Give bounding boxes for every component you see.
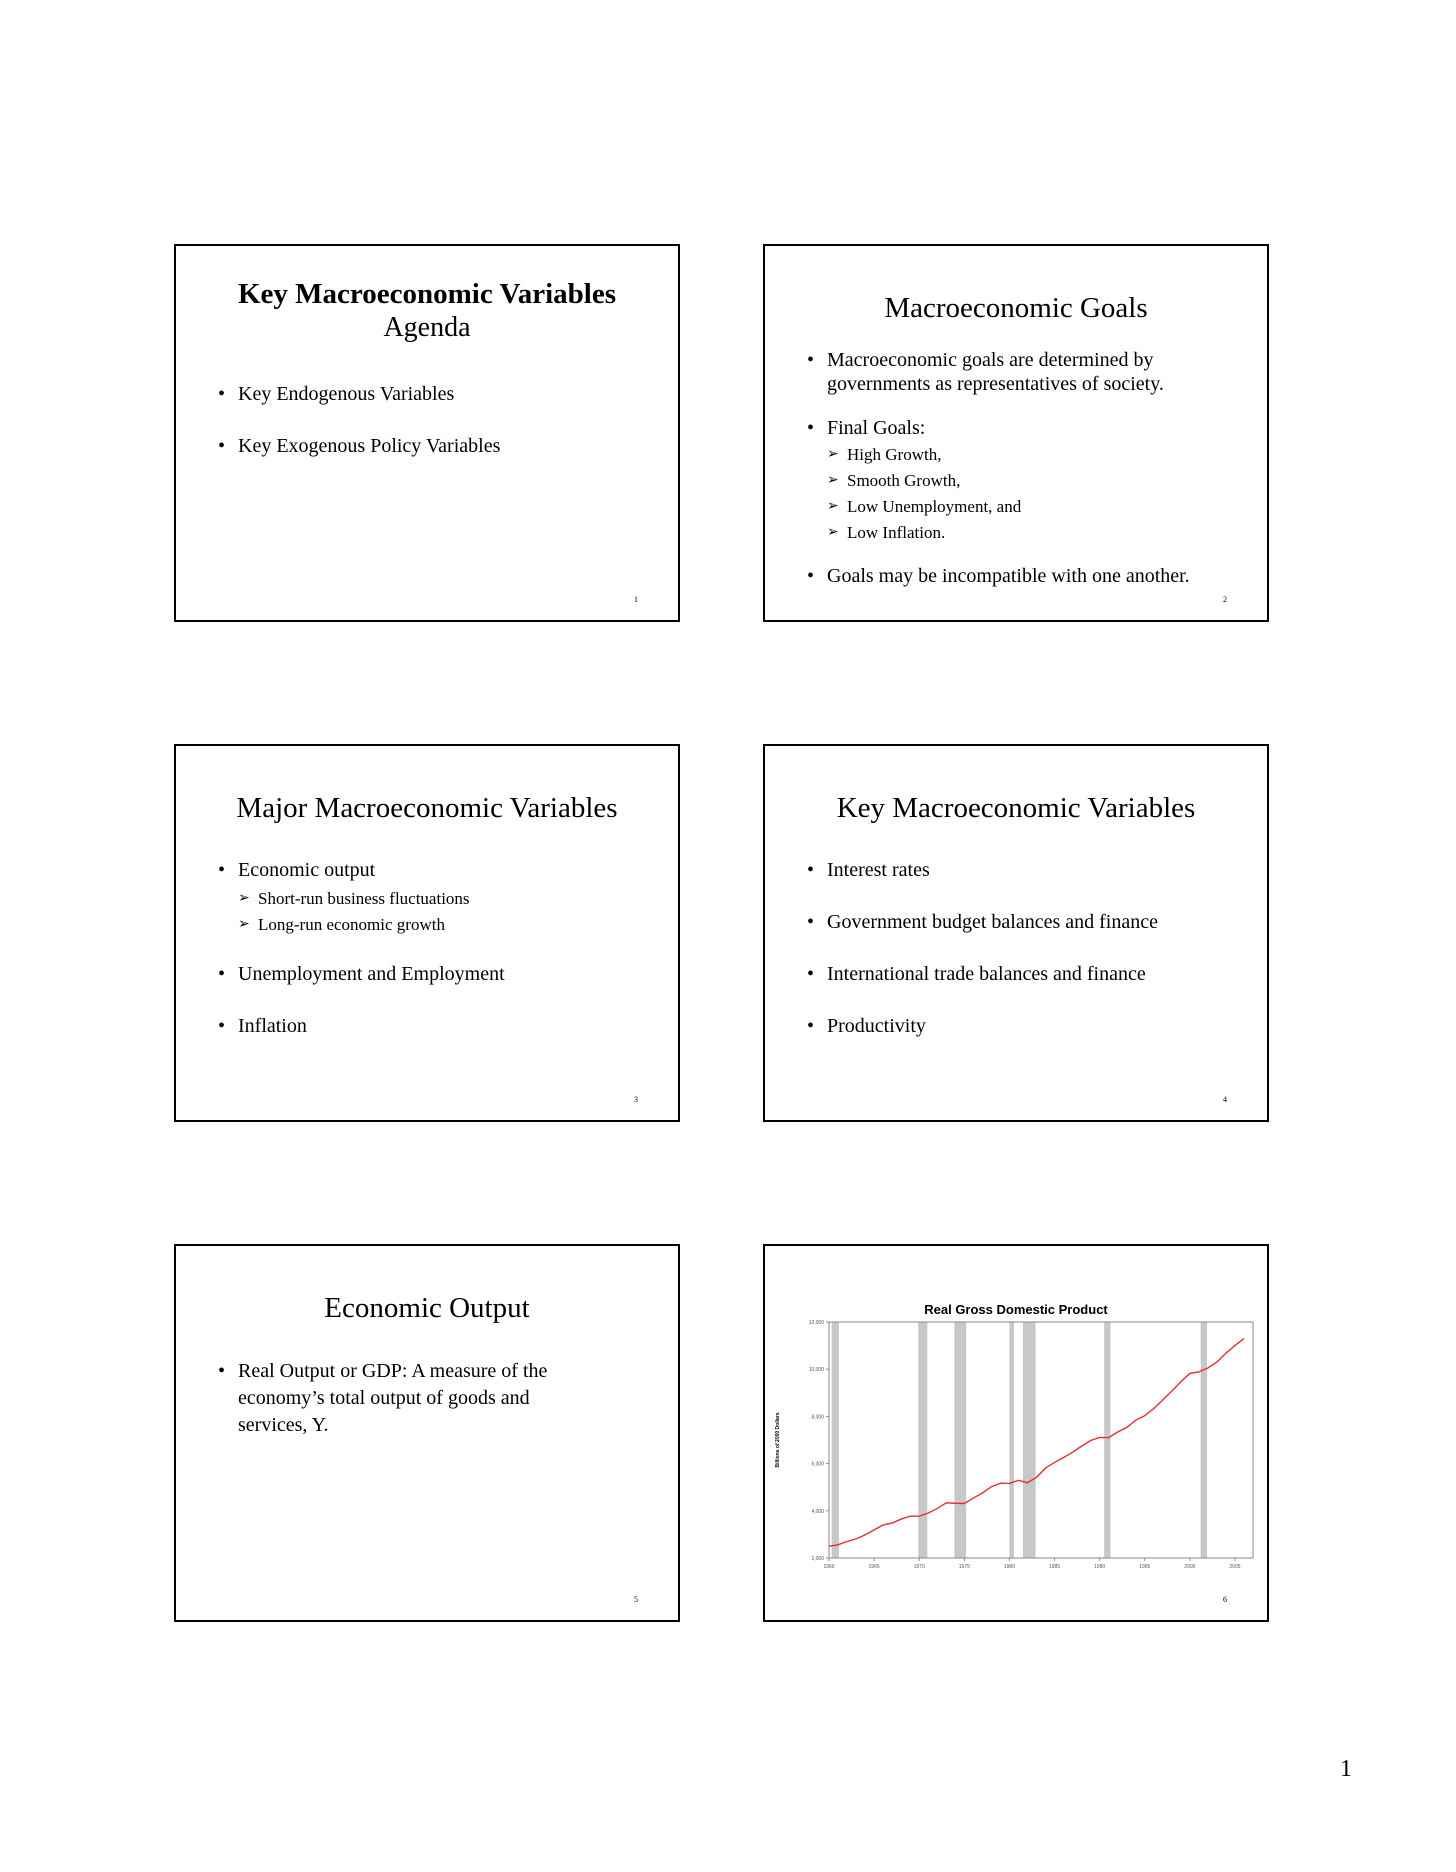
x-tick-label: 1990 [1094,1564,1106,1570]
y-axis-label: Billions of 2000 Dollars [775,1412,781,1468]
bullet-item: • Interest rates [807,858,1247,882]
y-tick-label: 6,000 [811,1461,824,1468]
slide-2 [763,244,1269,622]
recession-bar [1023,1322,1036,1558]
bullet-item: • Productivity [807,1014,1247,1038]
bullet-text: Final Goals: [827,417,926,439]
sub-bullet-item: ➢ Low Unemployment, and [827,494,1247,520]
sub-bullet-list [827,442,1247,546]
slide-number: 4 [1223,1095,1227,1104]
slide-4 [763,744,1269,1122]
bullet-item [218,858,658,938]
x-tick-label: 1985 [1048,1564,1061,1570]
slide-number: 3 [634,1095,638,1104]
sub-bullet-item: ➢ Low Inflation. [827,520,1247,546]
slide-number: 6 [1223,1595,1227,1604]
recession-bar [1201,1322,1207,1558]
slide-subtitle: Agenda [383,312,471,343]
y-tick-label: 8,000 [811,1414,824,1421]
slide-title: Key Macroeconomic Variables [836,792,1196,824]
slide-number: 1 [634,595,638,604]
sub-bullet-list [238,886,658,938]
bullet-item: • Government budget balances and finance [807,910,1247,934]
bullet-text: Economic output [238,859,376,881]
series-line [829,1339,1244,1547]
sub-bullet-item: ➢ High Growth, [827,442,1247,468]
bullet-item: • Unemployment and Employment [218,962,658,986]
slide-5 [174,1244,680,1622]
slide-title: Key Macroeconomic Variables [237,278,616,310]
bullet-list [218,858,658,1038]
slide-title: Major Macroeconomic Variables [236,792,618,824]
slide-6 [763,1244,1269,1622]
sub-bullet-item: ➢ Long-run economic growth [238,912,658,938]
slide-3 [174,744,680,1122]
bullet-item: • International trade balances and finance [807,962,1247,986]
recession-bar [954,1322,966,1558]
gdp-line-chart [765,1246,1267,1620]
slide-title: Macroeconomic Goals [884,292,1148,324]
y-tick-label: 2,000 [811,1556,824,1562]
chart-title: Real Gross Domestic Product [924,1302,1108,1317]
recession-bar [918,1322,927,1558]
bullet-list [807,348,1247,588]
bullet-item [807,416,1247,546]
bullet-item: • Key Endogenous Variables [218,382,658,406]
recession-bar [832,1322,839,1558]
bullet-list [807,858,1247,1038]
x-tick-label: 1980 [1003,1564,1015,1570]
bullet-item: • Inflation [218,1014,658,1038]
x-tick-label: 1970 [913,1564,925,1570]
recession-bar [1009,1322,1014,1558]
slide-number: 5 [634,1595,638,1604]
bullet-list [218,1358,598,1439]
y-tick-label: 10,000 [808,1367,824,1374]
slide-1 [174,244,680,622]
page-number: 1 [1340,1756,1352,1782]
sub-bullet-item: ➢ Smooth Growth, [827,468,1247,494]
y-tick-label: 12,000 [808,1320,824,1326]
recession-bar [1104,1322,1110,1558]
bullet-item: • Macroeconomic goals are determined by governments as representatives of society. [807,348,1247,396]
x-tick-label: 2005 [1229,1564,1241,1570]
x-tick-label: 1995 [1139,1564,1151,1570]
slide-number: 2 [1223,595,1227,604]
x-tick-label: 2000 [1184,1564,1196,1570]
slide-title: Economic Output [324,1292,530,1324]
y-tick-label: 4,000 [811,1508,824,1515]
x-tick-label: 1975 [958,1564,970,1570]
bullet-item: • Goals may be incompatible with one another. [807,564,1247,588]
bullet-item: • Key Exogenous Policy Variables [218,434,658,458]
x-tick-label: 1965 [868,1564,880,1570]
sub-bullet-item: ➢ Short-run business fluctuations [238,886,658,912]
bullet-item: • Real Output or GDP: A measure of the economy’s total output of goods and services, Y. [218,1358,598,1439]
bullet-list [218,382,658,458]
x-tick-label: 1960 [823,1564,835,1570]
